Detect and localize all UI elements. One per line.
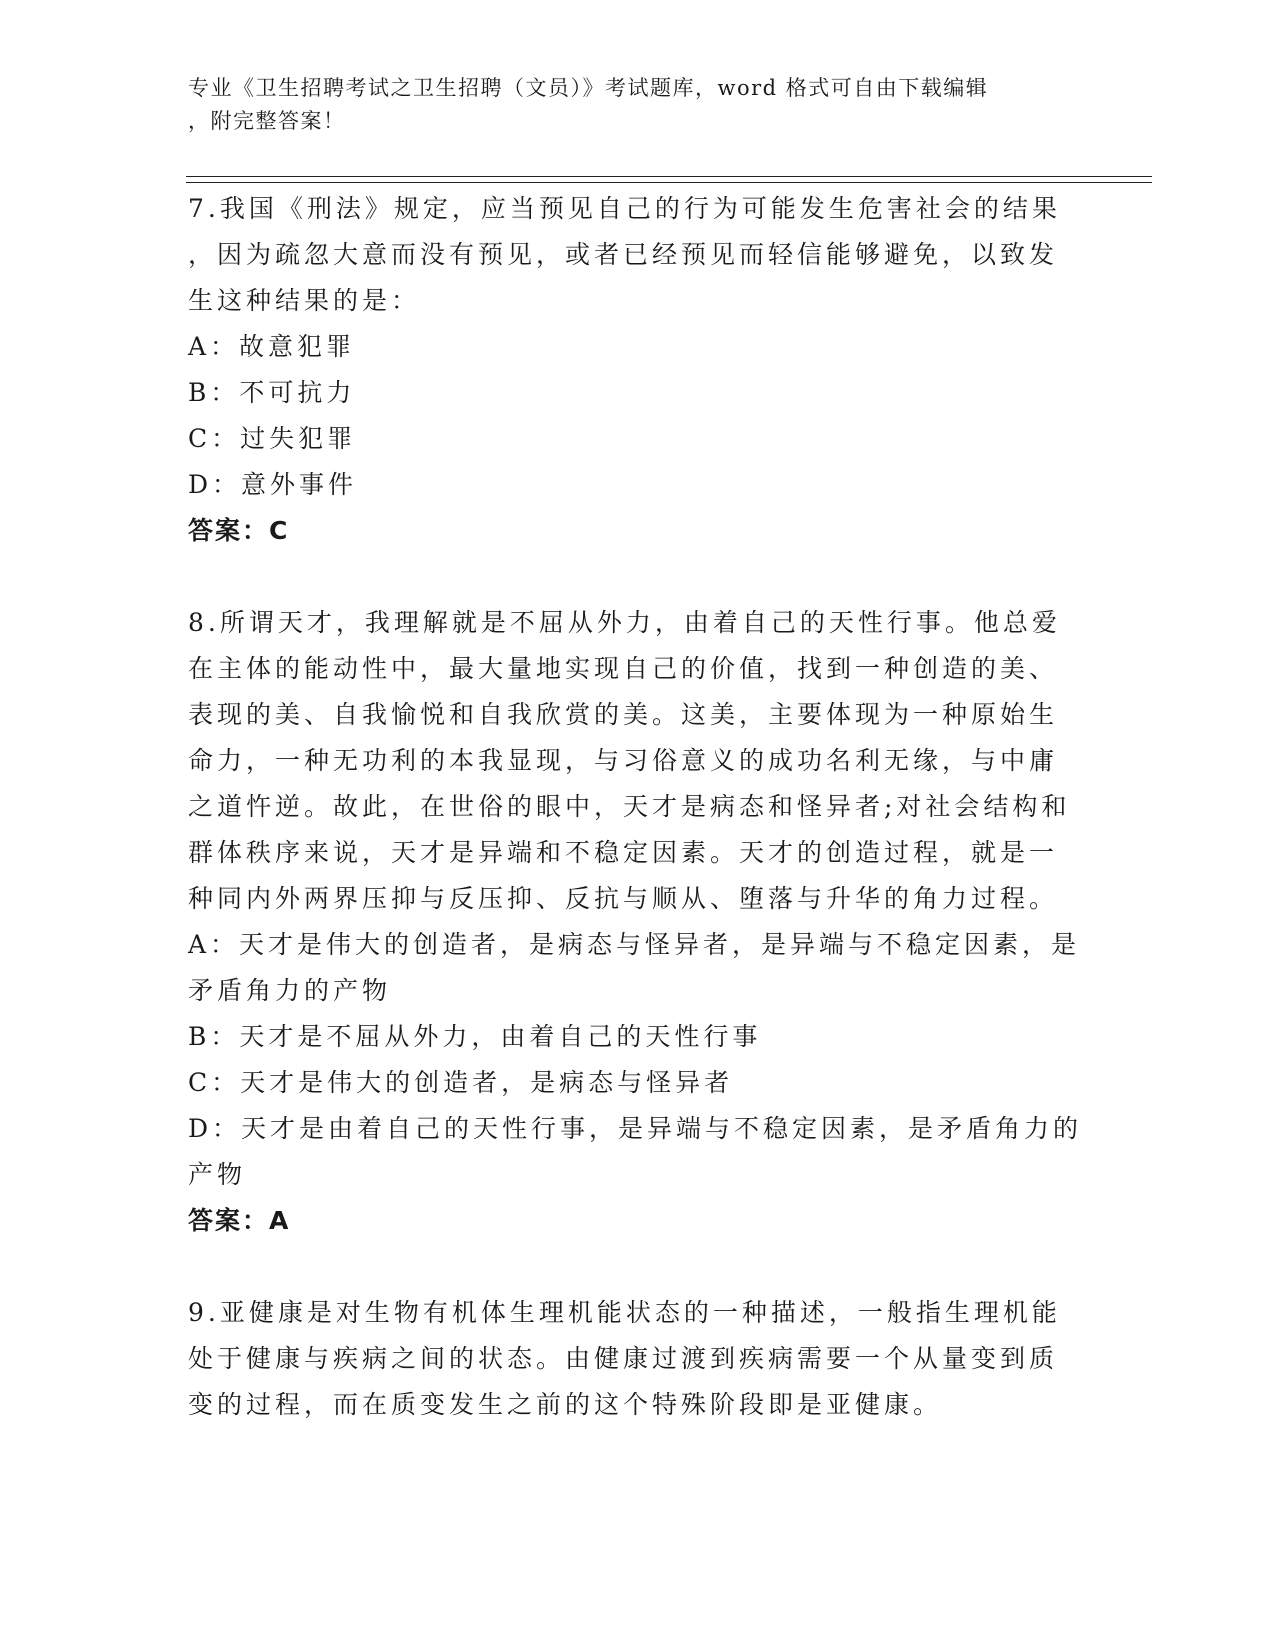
stem-line: 8.所谓天才，我理解就是不屈从外力，由着自己的天性行事。他总爱 [188, 608, 1061, 637]
header-rule-bottom [186, 182, 1152, 183]
question-stem [188, 1290, 1088, 1428]
question-list [188, 186, 1088, 1428]
stem-line: 种同内外两界压抑与反压抑、反抗与顺从、堕落与升华的角力过程。 [188, 884, 1059, 913]
header-line-1: 专业《卫生招聘考试之卫生招聘（文员）》考试题库，word 格式可自由下载编辑 [188, 76, 989, 100]
option-b: B：天才是不屈从外力，由着自己的天性行事 [188, 1022, 762, 1051]
stem-line: 群体秩序来说，天才是异端和不稳定因素。天才的创造过程，就是一 [188, 838, 1059, 867]
question-7 [188, 186, 1088, 554]
stem-line: 变的过程，而在质变发生之前的这个特殊阶段即是亚健康。 [188, 1390, 943, 1419]
answer-label: 答案：A [188, 1206, 291, 1235]
stem-line: 在主体的能动性中，最大量地实现自己的价值，找到一种创造的美、 [188, 654, 1059, 683]
stem-line: ，因为疏忽大意而没有预见，或者已经预见而轻信能够避免，以致发 [188, 240, 1059, 269]
option-b: B：不可抗力 [188, 378, 356, 407]
option-a [188, 922, 1088, 1014]
option-c: C：过失犯罪 [188, 424, 357, 453]
option-d: D：意外事件 [188, 470, 358, 499]
option-c: C：天才是伟大的创造者，是病态与怪异者 [188, 1068, 734, 1097]
question-9 [188, 1290, 1088, 1428]
stem-line: 表现的美、自我愉悦和自我欣赏的美。这美，主要体现为一种原始生 [188, 700, 1059, 729]
stem-line: 命力，一种无功利的本我显现，与习俗意义的成功名利无缘，与中庸 [188, 746, 1059, 775]
stem-line: 生这种结果的是： [188, 286, 421, 315]
question-stem [188, 600, 1088, 922]
option-a: A：故意犯罪 [188, 332, 356, 361]
page-header [188, 72, 1088, 138]
stem-line: 处于健康与疾病之间的状态。由健康过渡到疾病需要一个从量变到质 [188, 1344, 1059, 1373]
stem-line: 之道忤逆。故此，在世俗的眼中，天才是病态和怪异者;对社会结构和 [188, 792, 1071, 821]
answer-label: 答案：C [188, 516, 290, 545]
question-gap [188, 554, 1088, 600]
question-gap [188, 1244, 1088, 1290]
option-d [188, 1106, 1088, 1198]
option-line: A：天才是伟大的创造者，是病态与怪异者，是异端与不稳定因素，是 [188, 930, 1081, 959]
stem-line: 9.亚健康是对生物有机体生理机能状态的一种描述，一般指生理机能 [188, 1298, 1061, 1327]
option-line: 产物 [188, 1160, 247, 1189]
question-stem [188, 186, 1088, 324]
header-rule-top [186, 176, 1152, 177]
option-line: 矛盾角力的产物 [188, 976, 392, 1005]
stem-line: 7.我国《刑法》规定，应当预见自己的行为可能发生危害社会的结果 [188, 194, 1061, 223]
option-line: D：天才是由着自己的天性行事，是异端与不稳定因素，是矛盾角力的 [188, 1114, 1083, 1143]
header-line-2: ，附完整答案！ [188, 109, 346, 133]
question-8 [188, 600, 1088, 1244]
